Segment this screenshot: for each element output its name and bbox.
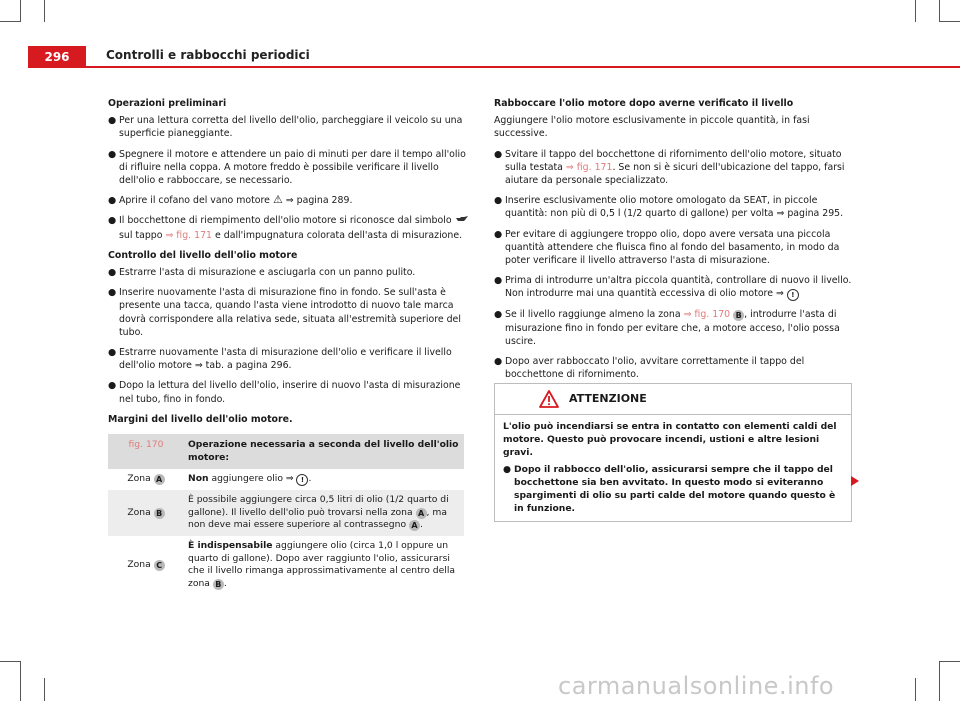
check-item: ● Estrarre l'asta di misurazione e asciugarla con un panno pulito. xyxy=(108,267,416,279)
warning-item: ● Dopo il rabbocco dell'olio, assicurarsi sempre che il tappo del bocchettone sia ben avvitato. In questo modo si eviteranno spargimenti di olio su parti calde del motore quando questo è in funzione. xyxy=(503,464,836,514)
check-item: ● Inserire nuovamente l'asta di misurazione fino in fondo. Se sull'asta è presente una tacca, quando l'asta viene introdotto di nuovo tale marca dovrà corrispondere alla relativa sede, situata all'estremità superiore del tubo. xyxy=(108,287,461,338)
prelim-heading: Operazioni preliminari xyxy=(108,98,227,109)
crop-mark xyxy=(20,0,21,22)
bullet: ● xyxy=(494,356,503,368)
bullet: ● xyxy=(503,464,512,475)
crop-mark xyxy=(940,21,960,22)
warning-title: ATTENZIONE xyxy=(569,392,647,405)
header-rule xyxy=(86,66,960,68)
zone-a-badge: A xyxy=(416,508,427,519)
table-row xyxy=(108,536,464,594)
zone-cell: Zona B xyxy=(108,490,184,536)
check-item: ● Estrarre nuovamente l'asta di misurazione dell'olio e verificare il livello dell'olio motore ⇒ tab. a pagina 296. xyxy=(108,347,452,372)
bullet: ● xyxy=(494,309,503,321)
margins-heading: Margini del livello dell'olio motore. xyxy=(108,413,293,425)
warning-header xyxy=(495,384,851,415)
bullet: ● xyxy=(494,228,503,240)
refill-heading: Rabboccare l'olio motore dopo averne verificato il livello xyxy=(494,98,794,109)
bullet: ● xyxy=(108,148,117,160)
fig-171-link[interactable]: ⇒ fig. 171 xyxy=(565,161,613,173)
oil-can-icon xyxy=(455,215,469,228)
bullet: ● xyxy=(108,215,117,227)
crop-mark xyxy=(939,661,940,701)
check-item: ● Dopo la lettura del livello dell'olio, inserire di nuovo l'asta di misurazione nel tubo, fino in fondo. xyxy=(108,380,461,405)
table-header-row xyxy=(108,434,464,469)
table-row xyxy=(108,469,464,490)
oil-level-table xyxy=(108,434,464,594)
fig-171-link[interactable]: ⇒ fig. 171 xyxy=(165,229,213,241)
bullet: ● xyxy=(108,380,117,392)
warning-triangle-icon xyxy=(539,390,559,408)
refill-item: ● Per evitare di aggiungere troppo olio, dopo avere versata una piccola quantità attendere che fluisca fino al fondo del basamento, in modo da poter verificare il livello attraverso l'asta di misurazione. xyxy=(494,228,840,267)
page-number: 296 xyxy=(28,46,86,68)
crop-mark xyxy=(20,661,21,701)
table-col1-header[interactable]: fig. 170 xyxy=(108,434,184,469)
stop-icon: ! xyxy=(296,474,308,486)
page-title: Controlli e rabbocchi periodici xyxy=(106,48,310,62)
warning-text: L'olio può incendiarsi se entra in contatto con elementi caldi del motore. Questo può provocare incendi, ustioni e altre lesioni gravi. xyxy=(503,421,837,458)
zone-c-badge: C xyxy=(154,560,165,571)
bullet: ● xyxy=(108,115,117,127)
right-column xyxy=(494,97,860,388)
table-col2-header: Operazione necessaria a seconda del livello dell'olio motore: xyxy=(184,434,464,469)
prelim-item: ● Aprire il cofano del vano motore ⚠ ⇒ pagina 289. xyxy=(108,193,353,207)
bullet: ● xyxy=(108,347,117,359)
stop-icon: ! xyxy=(787,289,799,301)
zone-cell: Zona A xyxy=(108,469,184,490)
zone-a-desc: Non aggiungere olio ⇒ ! . xyxy=(188,473,312,485)
warning-triangle-icon: ⚠ xyxy=(272,193,283,207)
crop-mark xyxy=(0,661,20,662)
zone-b-badge: B xyxy=(733,310,744,321)
bullet: ● xyxy=(108,195,117,207)
crop-mark xyxy=(44,0,45,22)
refill-intro: Aggiungere l'olio motore esclusivamente in piccole quantità, in fasi successive. xyxy=(494,115,810,140)
crop-mark xyxy=(939,0,940,22)
bullet: ● xyxy=(108,287,117,299)
refill-item: ● Inserire esclusivamente olio motore omologato da SEAT, in piccole quantità: non più di 0,5 l (1/2 quarto di gallone) per volta ⇒ pagina 295. xyxy=(494,195,844,220)
zone-b-desc: È possibile aggiungere circa 0,5 litri di olio (1/2 quarto di gallone). Il livello dell'olio può trovarsi nella zona A , ma non deve mai essere superiore al contrassegno A . xyxy=(184,490,464,536)
prelim-item: ● Spegnere il motore e attendere un paio di minuti per dare il tempo all'olio di rifluire nella coppa. A motore freddo è possibile verificare il livello dell'olio e rabboccare, se necessario. xyxy=(108,148,466,187)
table-row xyxy=(108,490,464,536)
check-heading: Controllo del livello dell'olio motore xyxy=(108,249,298,261)
crop-mark xyxy=(915,678,916,701)
fig-170-link[interactable]: ⇒ fig. 170 xyxy=(683,309,731,321)
zone-b-badge: B xyxy=(213,579,224,590)
zone-c-desc: È indispensabile aggiungere olio (circa 1,0 l oppure un quarto di gallone). Dopo aver raggiunto l'olio, assicurarsi che il livello rimanga approssimativamente al centro della zona B . xyxy=(188,540,456,589)
prelim-item: ● Il bocchettone di riempimento dell'olio motore si riconosce dal simbolo sul tappo ⇒ fig. 171 e dall'impugnatura colorata dell'asta di misurazione. xyxy=(108,214,476,241)
crop-mark xyxy=(44,678,45,701)
zone-a-badge: A xyxy=(409,520,420,531)
refill-item: ● Prima di introdurre un'altra piccola quantità, controllare di nuovo il livello. Non introdurre mai una quantità eccessiva di olio motore ⇒ ! xyxy=(494,275,852,300)
watermark: carmanualsonline.info xyxy=(558,672,835,700)
zone-a-badge: A xyxy=(154,474,165,485)
bullet: ● xyxy=(494,148,503,160)
prelim-item: ● Per una lettura corretta del livello dell'olio, parcheggiare il veicolo su una superficie pianeggiante. xyxy=(108,115,463,140)
refill-item: ● Se il livello raggiunge almeno la zona ⇒ fig. 170 B , introdurre l'asta di misurazione fino in fondo per evitare che, a motore acceso, l'olio possa uscire. xyxy=(494,309,840,347)
crop-mark xyxy=(915,0,916,22)
crop-mark xyxy=(940,661,960,662)
refill-item: ● Dopo aver rabboccato l'olio, avvitare correttamente il tappo del bocchettone di rifornimento. xyxy=(494,356,805,381)
continue-arrow-icon xyxy=(851,476,859,486)
zone-cell: Zona C xyxy=(108,536,184,594)
refill-item: ● Svitare il tappo del bocchettone di rifornimento dell'olio motore, situato sulla testata ⇒ fig. 171. Se non si è sicuri dell'ubicazione del tappo, farsi aiutare da personale specializzato. xyxy=(494,148,845,187)
warning-box xyxy=(494,383,852,522)
bullet: ● xyxy=(108,267,117,279)
left-column xyxy=(108,97,476,594)
bullet: ● xyxy=(494,275,503,287)
warning-body xyxy=(495,415,851,521)
zone-b-badge: B xyxy=(154,508,165,519)
crop-mark xyxy=(0,21,20,22)
bullet: ● xyxy=(494,195,503,207)
